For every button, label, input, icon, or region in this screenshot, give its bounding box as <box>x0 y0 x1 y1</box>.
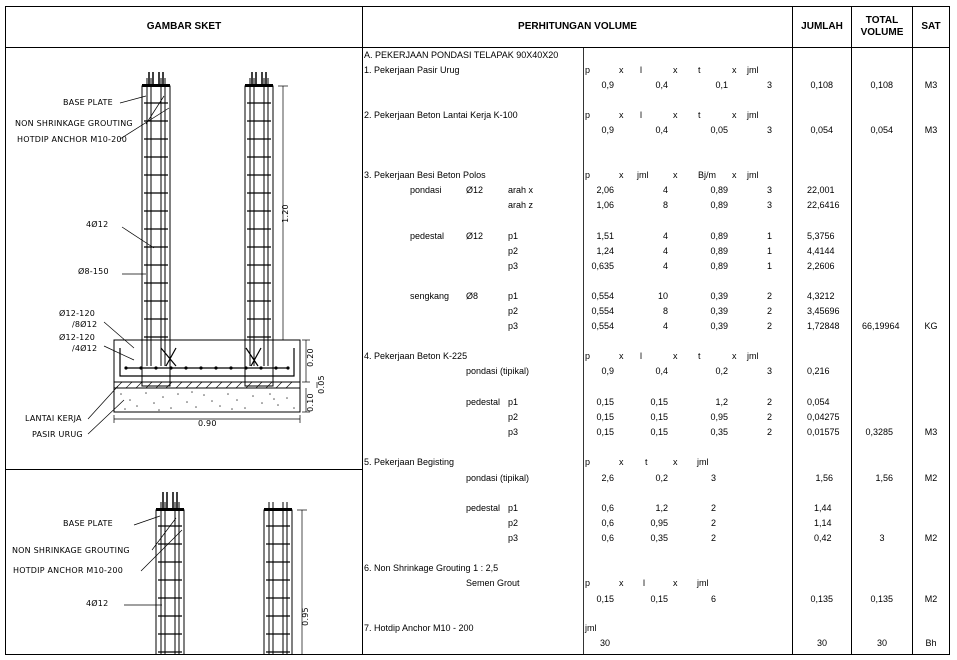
label-lantai-kerja: LANTAI KERJA <box>25 414 82 423</box>
header-calc: PERHITUNGAN VOLUME <box>518 21 637 32</box>
item3-sengkang: sengkang <box>410 291 450 301</box>
item7-header: jml <box>585 623 597 633</box>
item2-total: 0,054 <box>870 125 893 135</box>
item3-sat: KG <box>924 321 938 331</box>
label-anchor-2: HOTDIP ANCHOR M10-200 <box>13 566 123 575</box>
item2-t: 0,05 <box>710 125 728 135</box>
header-total-volume: TOTAL VOLUME <box>860 15 904 38</box>
item5-pedestal: pedestal <box>466 503 501 513</box>
item6-p: 0,15 <box>596 594 614 604</box>
item1-jml: 3 <box>766 80 772 90</box>
item1-title: 1. Pekerjaan Pasir Urug <box>364 65 460 75</box>
item3-sengkang-dia: Ø8 <box>466 291 479 301</box>
label-bar-a2: /8Ø12 <box>72 320 98 329</box>
item5-sat: M2 <box>924 533 938 543</box>
label-anchor: HOTDIP ANCHOR M10-200 <box>17 135 127 144</box>
dim-lean: 0.05 <box>316 375 326 394</box>
item6-sat: M2 <box>924 594 938 604</box>
label-bar-a1: Ø12-120 <box>59 309 96 318</box>
header-sat: SAT <box>921 21 941 32</box>
item3-pedestal: pedestal <box>410 231 445 241</box>
item4-pedestal: pedestal <box>466 397 501 407</box>
item2-sat: M3 <box>924 125 938 135</box>
label-rebar-main: 4Ø12 <box>86 220 109 229</box>
item1-jumlah: 0,108 <box>810 80 833 90</box>
item6-jumlah: 0,135 <box>810 594 833 604</box>
section-title: A. PEKERJAAN PONDASI TELAPAK 90X40X20 <box>364 50 559 60</box>
item3-title: 3. Pekerjaan Besi Beton Polos <box>364 170 486 180</box>
label-base-plate: BASE PLATE <box>63 98 113 107</box>
item7-jumlah: 30 <box>816 638 827 648</box>
item6-sub: Semen Grout <box>466 578 520 588</box>
item7-total: 30 <box>876 638 887 648</box>
item4-total: 0,3285 <box>865 427 893 437</box>
item7-title: 7. Hotdip Anchor M10 - 200 <box>364 623 474 633</box>
item1-t: 0,1 <box>715 80 728 90</box>
item1-l: 0,4 <box>655 80 668 90</box>
item7-sat: Bh <box>925 638 937 648</box>
item1-p: 0,9 <box>601 80 614 90</box>
label-bar-b2: /4Ø12 <box>72 344 98 353</box>
dim-height-2: 0.95 <box>300 607 310 626</box>
item1-sat: M3 <box>924 80 938 90</box>
item7-val: 30 <box>600 638 611 648</box>
item6-title: 6. Non Shrinkage Grouting 1 : 2,5 <box>364 563 499 573</box>
item5-title: 5. Pekerjaan Begisting <box>364 457 455 467</box>
label-grouting-2: NON SHRINKAGE GROUTING <box>12 546 130 555</box>
item2-jumlah: 0,054 <box>810 125 833 135</box>
item6-l: 0,15 <box>650 594 668 604</box>
item4-title: 4. Pekerjaan Beton K-225 <box>364 351 468 361</box>
item3-total: 66,19964 <box>862 321 900 331</box>
item5-total: 3 <box>879 533 885 543</box>
item3-pondasi-dia: Ø12 <box>466 185 484 195</box>
foundation-sketch-bottom <box>6 470 362 655</box>
label-stirrup: Ø8-150 <box>78 267 109 276</box>
item5-pondasi-sat: M2 <box>924 473 938 483</box>
label-grouting: NON SHRINKAGE GROUTING <box>15 119 133 128</box>
item3-pondasi: pondasi <box>410 185 442 195</box>
item3-pedestal-dia: Ø12 <box>466 231 484 241</box>
label-bar-b1: Ø12-120 <box>59 333 96 342</box>
item2-jml: 3 <box>766 125 772 135</box>
label-pasir-urug: PASIR URUG <box>32 430 83 439</box>
item2-title: 2. Pekerjaan Beton Lantai Kerja K-100 <box>364 110 518 120</box>
item5-pondasi-total: 1,56 <box>875 473 893 483</box>
dim-sand: 0.10 <box>305 393 315 412</box>
item6-total: 0,135 <box>870 594 893 604</box>
item4-sat: M3 <box>924 427 938 437</box>
item2-l: 0,4 <box>655 125 668 135</box>
dim-height: 1.20 <box>280 204 290 223</box>
label-base-plate-2: BASE PLATE <box>63 519 113 528</box>
dim-width: 0.90 <box>198 419 217 428</box>
label-rebar-main-2: 4Ø12 <box>86 599 109 608</box>
dim-footing: 0.20 <box>305 348 315 367</box>
header-jumlah: JUMLAH <box>801 21 843 32</box>
item1-total: 0,108 <box>870 80 893 90</box>
header-sketch: GAMBAR SKET <box>146 21 222 32</box>
item2-p: 0,9 <box>601 125 614 135</box>
item6-jml: 6 <box>710 594 716 604</box>
